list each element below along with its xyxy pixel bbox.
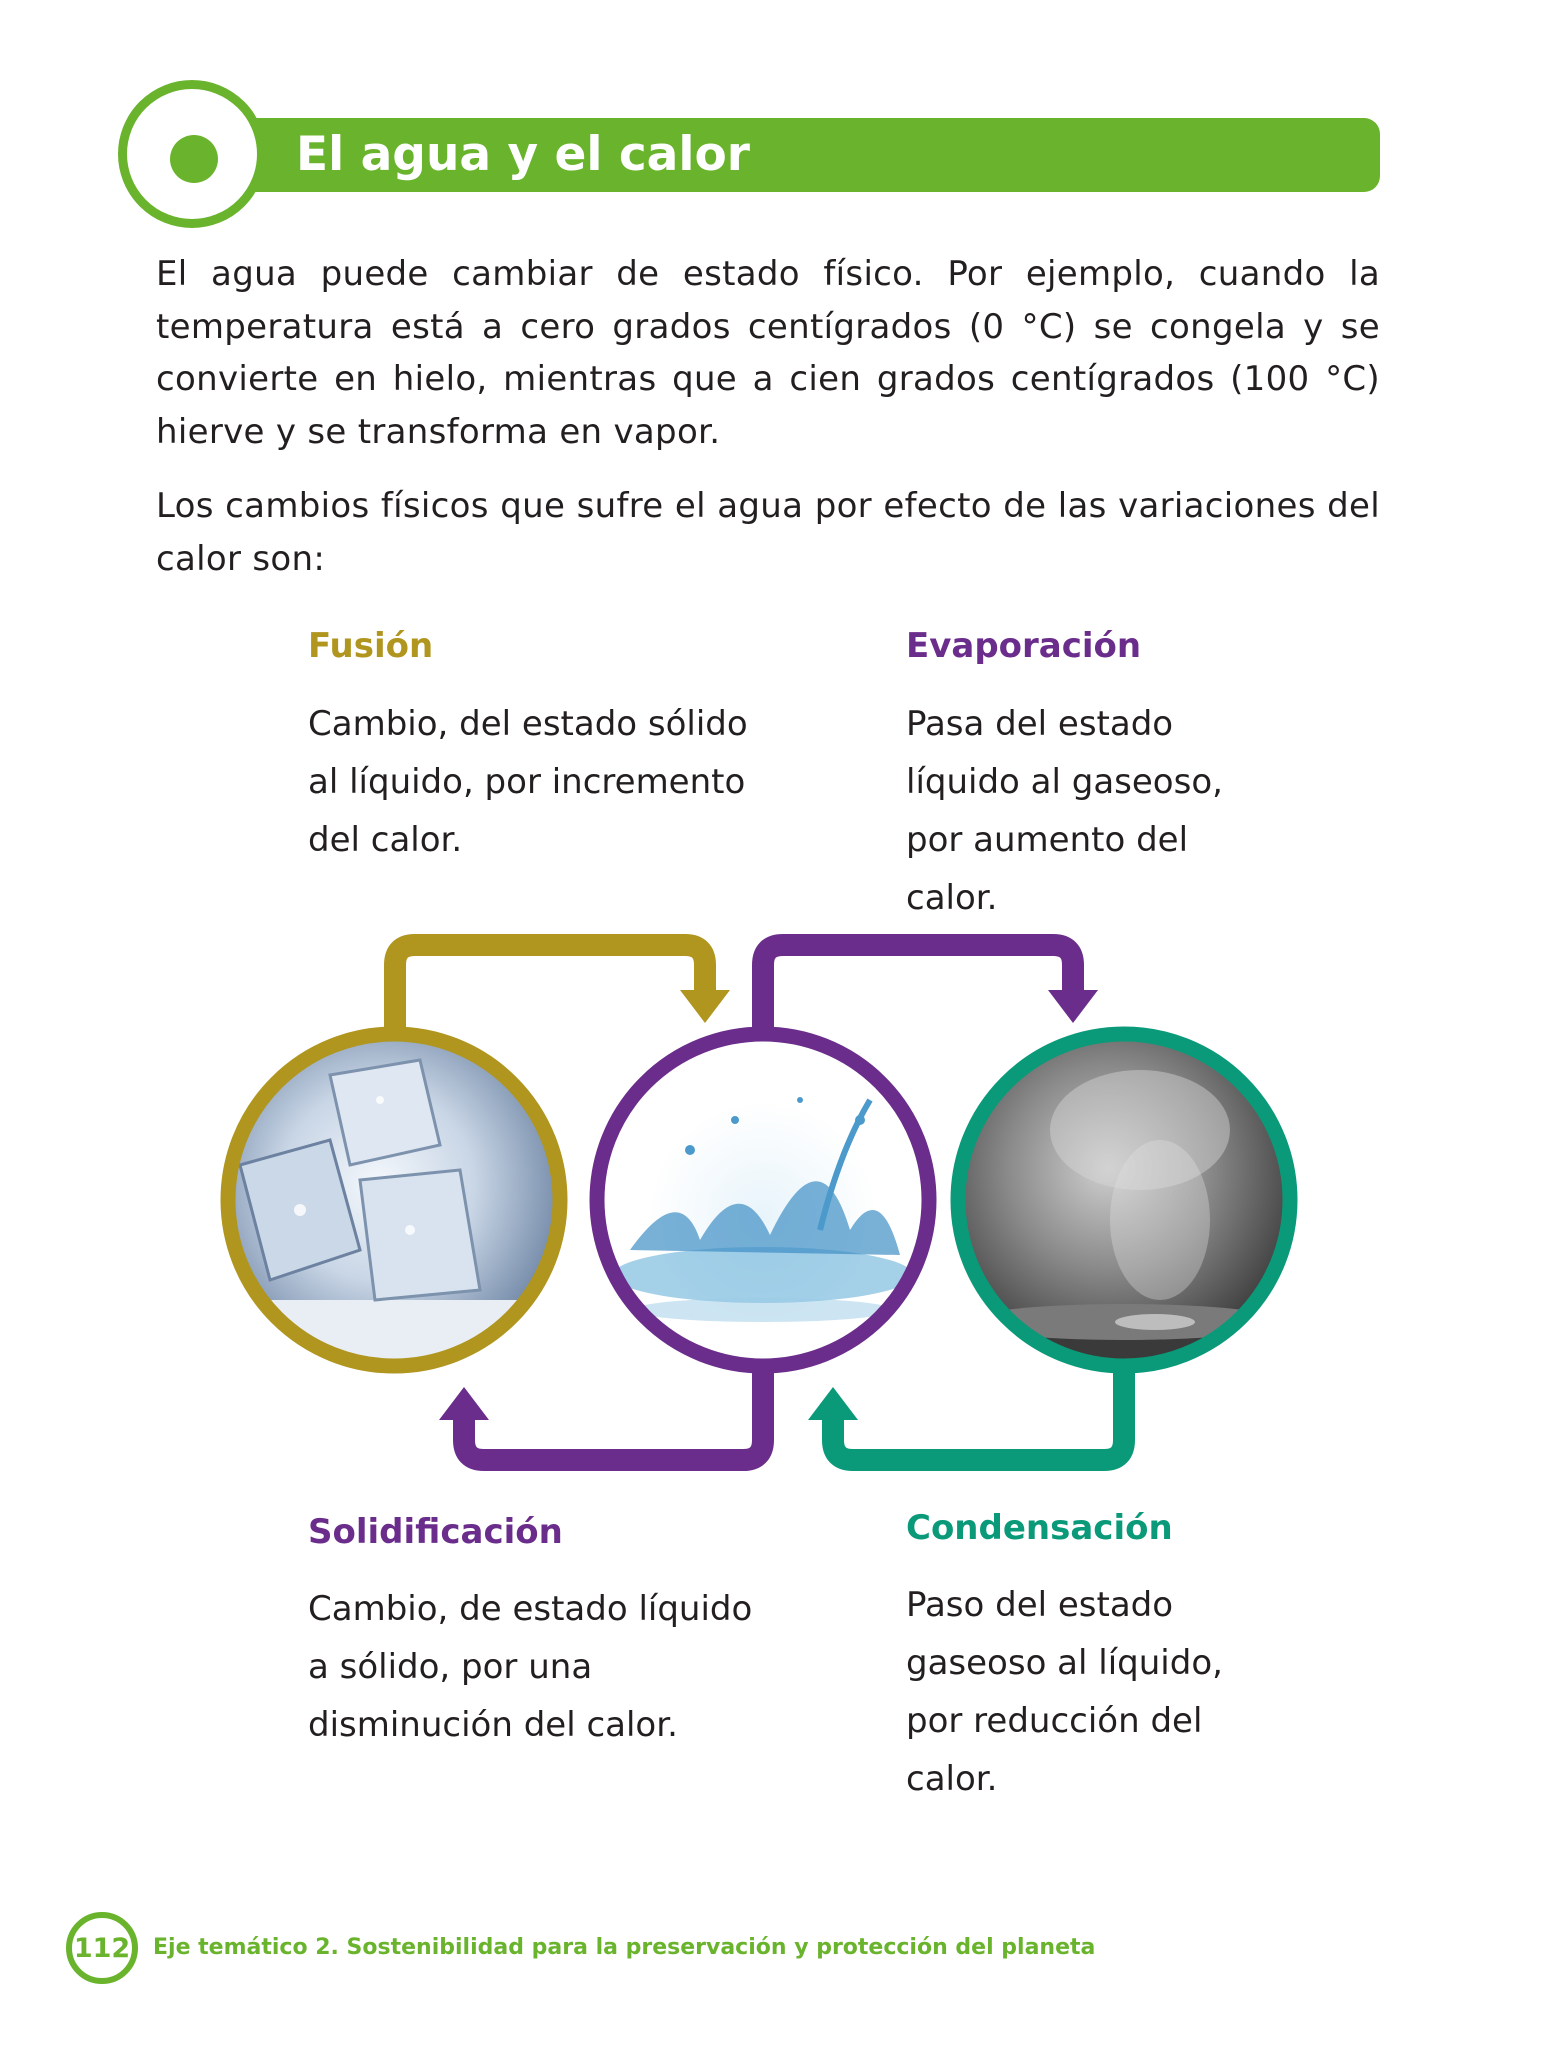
fusion-arrow — [395, 945, 730, 1036]
fusion-title: Fusión — [308, 626, 434, 666]
intro-paragraph-1: El agua puede cambiar de estado físico. Por ejemplo, cuando la temperatura está a cero grados centígrados (0 °C) se congela y se convierte en hielo, mientras que a cien grados centígrados (100 °C) hierve y se transforma en vapor. — [156, 254, 1380, 452]
solidificacion-arrow — [439, 1364, 763, 1460]
page-title: El agua y el calor — [296, 127, 750, 182]
footer-text: Eje temático 2. Sostenibilidad para la preservación y protección del planeta — [153, 1935, 1096, 1960]
evaporacion-description: Pasa del estado líquido al gaseoso, por aumento del calor. — [906, 704, 1223, 918]
solidificacion-title: Solidificación — [308, 1512, 563, 1552]
fusion-description: Cambio, del estado sólido al líquido, por incremento del calor. — [308, 704, 748, 860]
evaporacion-title: Evaporación — [906, 626, 1142, 666]
ice-cubes-image — [228, 1034, 560, 1370]
condensacion-title: Condensación — [906, 1508, 1173, 1548]
condensacion-description: Paso del estado gaseoso al líquido, por reducción del calor. — [906, 1585, 1223, 1799]
steam-image — [958, 1034, 1290, 1370]
evaporacion-arrow — [763, 945, 1098, 1036]
page-number-badge — [66, 1912, 138, 1984]
page-number: 112 — [73, 1932, 131, 1964]
intro-paragraph-2: Los cambios físicos que sufre el agua por efecto de las variaciones del calor son: — [156, 486, 1380, 579]
condensacion-arrow — [808, 1364, 1124, 1460]
water-splash-image — [597, 1034, 929, 1366]
solidificacion-description: Cambio, de estado líquido a sólido, por una disminución del calor. — [308, 1589, 753, 1745]
